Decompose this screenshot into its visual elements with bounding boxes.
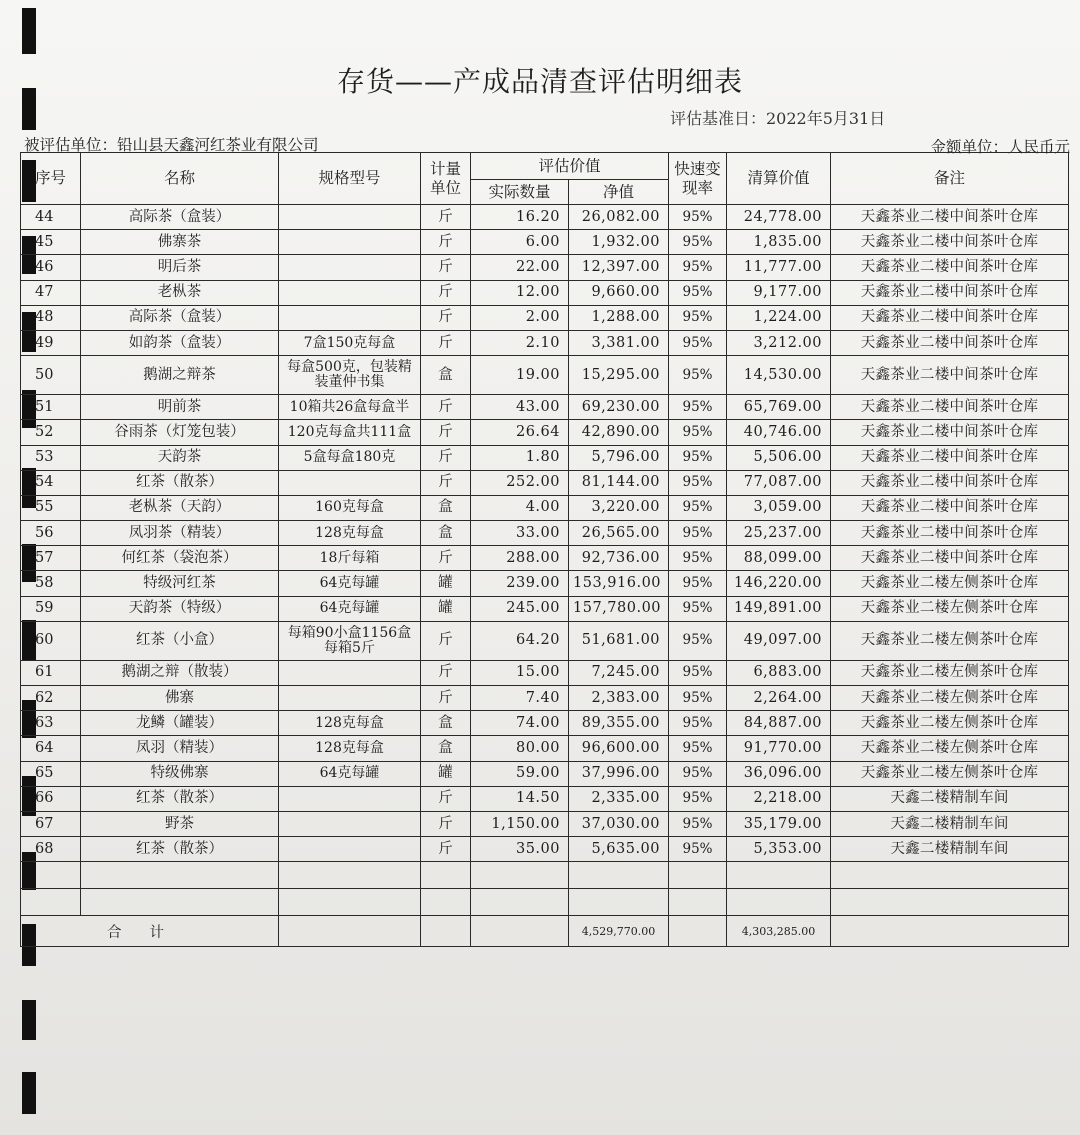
liquidation-value-cell: 25,237.00 — [727, 521, 831, 546]
unit-cell: 斤 — [421, 255, 471, 280]
spec-cell — [279, 660, 421, 685]
seq-cell: 60 — [21, 621, 81, 660]
net-value-cell: 153,916.00 — [569, 571, 669, 596]
spec-cell: 64克每罐 — [279, 761, 421, 786]
spec-cell — [279, 470, 421, 495]
net-value-cell: 89,355.00 — [569, 711, 669, 736]
rate-cell: 95% — [669, 596, 727, 621]
unit-cell: 斤 — [421, 420, 471, 445]
note-cell: 天鑫茶业二楼左侧茶叶仓库 — [831, 761, 1069, 786]
seq-cell: 67 — [21, 811, 81, 836]
note-cell: 天鑫茶业二楼左侧茶叶仓库 — [831, 660, 1069, 685]
liquidation-value-cell: 77,087.00 — [727, 470, 831, 495]
seq-cell: 48 — [21, 305, 81, 330]
header-liquidation: 清算价值 — [727, 153, 831, 205]
table-row — [21, 837, 1069, 862]
spec-cell: 64克每罐 — [279, 596, 421, 621]
table-row — [21, 686, 1069, 711]
rate-cell: 95% — [669, 255, 727, 280]
rate-cell: 95% — [669, 230, 727, 255]
rate-cell: 95% — [669, 330, 727, 355]
table-row — [21, 420, 1069, 445]
rate-cell: 95% — [669, 546, 727, 571]
unit-cell: 盒 — [421, 356, 471, 395]
qty-cell: 74.00 — [471, 711, 569, 736]
table-row — [21, 495, 1069, 520]
qty-cell: 14.50 — [471, 786, 569, 811]
unit-cell: 斤 — [421, 837, 471, 862]
unit-cell: 斤 — [421, 660, 471, 685]
seq-cell: 46 — [21, 255, 81, 280]
name-cell: 如韵茶（盒装） — [81, 330, 279, 355]
table-row — [21, 736, 1069, 761]
table-row — [21, 546, 1069, 571]
rate-cell: 95% — [669, 495, 727, 520]
header-seq: 序号 — [21, 153, 81, 205]
spec-cell: 128克每盒 — [279, 711, 421, 736]
page-title: 存货——产成品清查评估明细表 — [336, 65, 743, 98]
liquidation-value-cell: 40,746.00 — [727, 420, 831, 445]
note-cell: 天鑫二楼精制车间 — [831, 811, 1069, 836]
name-cell: 天韵茶（特级） — [81, 596, 279, 621]
unit-cell: 斤 — [421, 786, 471, 811]
rate-cell: 95% — [669, 470, 727, 495]
qty-cell: 288.00 — [471, 546, 569, 571]
liquidation-value-cell: 9,177.00 — [727, 280, 831, 305]
note-cell: 天鑫茶业二楼左侧茶叶仓库 — [831, 686, 1069, 711]
table-row — [21, 596, 1069, 621]
header-rate: 快速变现率 — [669, 153, 727, 205]
note-cell: 天鑫茶业二楼中间茶叶仓库 — [831, 521, 1069, 546]
name-cell: 佛寨茶 — [81, 230, 279, 255]
name-cell: 佛寨 — [81, 686, 279, 711]
spec-cell: 7盒150克每盒 — [279, 330, 421, 355]
total-label: 合计 — [21, 916, 279, 947]
rate-cell: 95% — [669, 711, 727, 736]
name-cell: 特级河红茶 — [81, 571, 279, 596]
liquidation-value-cell: 11,777.00 — [727, 255, 831, 280]
spec-cell: 120克每盒共111盒 — [279, 420, 421, 445]
unit-cell: 盒 — [421, 736, 471, 761]
inventory-table — [20, 152, 1069, 947]
total-net-value: 4,529,770.00 — [569, 916, 669, 947]
table-row — [21, 230, 1069, 255]
liquidation-value-cell: 84,887.00 — [727, 711, 831, 736]
note-cell: 天鑫茶业二楼中间茶叶仓库 — [831, 395, 1069, 420]
spec-cell — [279, 305, 421, 330]
note-cell: 天鑫二楼精制车间 — [831, 786, 1069, 811]
spec-cell: 64克每罐 — [279, 571, 421, 596]
spec-cell — [279, 786, 421, 811]
table-row — [21, 445, 1069, 470]
net-value-cell: 37,030.00 — [569, 811, 669, 836]
qty-cell: 6.00 — [471, 230, 569, 255]
header-name: 名称 — [81, 153, 279, 205]
seq-cell: 57 — [21, 546, 81, 571]
seq-cell: 55 — [21, 495, 81, 520]
name-cell: 明后茶 — [81, 255, 279, 280]
unit-cell: 盒 — [421, 711, 471, 736]
rate-cell: 95% — [669, 305, 727, 330]
qty-cell: 35.00 — [471, 837, 569, 862]
note-cell: 天鑫茶业二楼中间茶叶仓库 — [831, 420, 1069, 445]
liquidation-value-cell: 149,891.00 — [727, 596, 831, 621]
qty-cell: 80.00 — [471, 736, 569, 761]
unit-cell: 斤 — [421, 686, 471, 711]
table-row — [21, 305, 1069, 330]
note-cell: 天鑫茶业二楼左侧茶叶仓库 — [831, 571, 1069, 596]
net-value-cell: 3,381.00 — [569, 330, 669, 355]
seq-cell: 51 — [21, 395, 81, 420]
net-value-cell: 12,397.00 — [569, 255, 669, 280]
rate-cell: 95% — [669, 420, 727, 445]
unit-cell: 斤 — [421, 395, 471, 420]
unit-cell: 斤 — [421, 621, 471, 660]
name-cell: 天韵茶 — [81, 445, 279, 470]
unit-cell: 斤 — [421, 546, 471, 571]
net-value-cell: 96,600.00 — [569, 736, 669, 761]
liquidation-value-cell: 1,224.00 — [727, 305, 831, 330]
net-value-cell: 1,932.00 — [569, 230, 669, 255]
unit-cell: 斤 — [421, 280, 471, 305]
rate-cell: 95% — [669, 395, 727, 420]
unit-cell: 斤 — [421, 230, 471, 255]
blank-row — [21, 889, 1069, 916]
qty-cell: 239.00 — [471, 571, 569, 596]
net-value-cell: 5,796.00 — [569, 445, 669, 470]
net-value-cell: 37,996.00 — [569, 761, 669, 786]
name-cell: 红茶（小盒） — [81, 621, 279, 660]
unit-cell: 罐 — [421, 761, 471, 786]
note-cell: 天鑫茶业二楼中间茶叶仓库 — [831, 495, 1069, 520]
spec-cell — [279, 811, 421, 836]
spec-cell — [279, 280, 421, 305]
name-cell: 高际茶（盒装） — [81, 305, 279, 330]
unit-cell: 罐 — [421, 596, 471, 621]
note-cell: 天鑫茶业二楼中间茶叶仓库 — [831, 305, 1069, 330]
name-cell: 老枞茶（天韵） — [81, 495, 279, 520]
spec-cell: 5盒每盒180克 — [279, 445, 421, 470]
net-value-cell: 15,295.00 — [569, 356, 669, 395]
name-cell: 红茶（散茶） — [81, 470, 279, 495]
qty-cell: 7.40 — [471, 686, 569, 711]
qty-cell: 16.20 — [471, 205, 569, 230]
liquidation-value-cell: 6,883.00 — [727, 660, 831, 685]
net-value-cell: 157,780.00 — [569, 596, 669, 621]
qty-cell: 12.00 — [471, 280, 569, 305]
seq-cell: 61 — [21, 660, 81, 685]
liquidation-value-cell: 36,096.00 — [727, 761, 831, 786]
table-row — [21, 470, 1069, 495]
seq-cell: 58 — [21, 571, 81, 596]
evaluated-entity: 被评估单位：铅山县天鑫河红茶业有限公司 — [24, 136, 319, 154]
note-cell: 天鑫茶业二楼中间茶叶仓库 — [831, 356, 1069, 395]
net-value-cell: 2,383.00 — [569, 686, 669, 711]
seq-cell: 54 — [21, 470, 81, 495]
spec-cell — [279, 205, 421, 230]
rate-cell: 95% — [669, 761, 727, 786]
name-cell: 龙鳞（罐装） — [81, 711, 279, 736]
spec-cell: 10箱共26盒每盒半 — [279, 395, 421, 420]
qty-cell: 59.00 — [471, 761, 569, 786]
table-footer — [21, 862, 1069, 947]
evaluation-date: 评估基准日：2022年5月31日 — [670, 109, 886, 128]
rate-cell: 95% — [669, 837, 727, 862]
qty-cell: 15.00 — [471, 660, 569, 685]
name-cell: 鹅湖之辩茶 — [81, 356, 279, 395]
liquidation-value-cell: 2,218.00 — [727, 786, 831, 811]
seq-cell: 56 — [21, 521, 81, 546]
header-net: 净值 — [569, 180, 669, 205]
qty-cell: 43.00 — [471, 395, 569, 420]
liquidation-value-cell: 3,212.00 — [727, 330, 831, 355]
liquidation-value-cell: 24,778.00 — [727, 205, 831, 230]
rate-cell: 95% — [669, 736, 727, 761]
net-value-cell: 69,230.00 — [569, 395, 669, 420]
spec-cell: 160克每盒 — [279, 495, 421, 520]
total-liquidation-value: 4,303,285.00 — [727, 916, 831, 947]
name-cell: 红茶（散茶） — [81, 837, 279, 862]
unit-cell: 罐 — [421, 571, 471, 596]
net-value-cell: 3,220.00 — [569, 495, 669, 520]
net-value-cell: 1,288.00 — [569, 305, 669, 330]
note-cell: 天鑫茶业二楼左侧茶叶仓库 — [831, 596, 1069, 621]
seq-cell: 66 — [21, 786, 81, 811]
header-unit: 计量单位 — [421, 153, 471, 205]
note-cell: 天鑫茶业二楼中间茶叶仓库 — [831, 330, 1069, 355]
note-cell: 天鑫茶业二楼中间茶叶仓库 — [831, 470, 1069, 495]
seq-cell: 64 — [21, 736, 81, 761]
rate-cell: 95% — [669, 521, 727, 546]
table-row — [21, 761, 1069, 786]
table-row — [21, 786, 1069, 811]
note-cell: 天鑫茶业二楼左侧茶叶仓库 — [831, 621, 1069, 660]
note-cell: 天鑫茶业二楼中间茶叶仓库 — [831, 280, 1069, 305]
net-value-cell: 5,635.00 — [569, 837, 669, 862]
seq-cell: 53 — [21, 445, 81, 470]
unit-cell: 斤 — [421, 445, 471, 470]
name-cell: 凤羽茶（精装） — [81, 521, 279, 546]
rate-cell: 95% — [669, 571, 727, 596]
unit-cell: 斤 — [421, 330, 471, 355]
table-row — [21, 621, 1069, 660]
qty-cell: 4.00 — [471, 495, 569, 520]
seq-cell: 47 — [21, 280, 81, 305]
blank-row — [21, 862, 1069, 889]
inventory-table-wrap — [20, 152, 1068, 947]
qty-cell: 1,150.00 — [471, 811, 569, 836]
liquidation-value-cell: 5,506.00 — [727, 445, 831, 470]
spec-cell — [279, 255, 421, 280]
liquidation-value-cell: 146,220.00 — [727, 571, 831, 596]
liquidation-value-cell: 1,835.00 — [727, 230, 831, 255]
net-value-cell: 81,144.00 — [569, 470, 669, 495]
header-valuation: 评估价值 — [471, 153, 669, 180]
qty-cell: 252.00 — [471, 470, 569, 495]
table-row — [21, 330, 1069, 355]
note-cell: 天鑫茶业二楼左侧茶叶仓库 — [831, 711, 1069, 736]
qty-cell: 245.00 — [471, 596, 569, 621]
rate-cell: 95% — [669, 205, 727, 230]
table-row — [21, 395, 1069, 420]
punch-hole-mark — [22, 8, 36, 54]
name-cell: 鹅湖之辩（散装） — [81, 660, 279, 685]
total-row — [21, 916, 1069, 947]
table-row — [21, 255, 1069, 280]
net-value-cell: 2,335.00 — [569, 786, 669, 811]
seq-cell: 45 — [21, 230, 81, 255]
name-cell: 凤羽（精装） — [81, 736, 279, 761]
net-value-cell: 26,565.00 — [569, 521, 669, 546]
note-cell: 天鑫茶业二楼左侧茶叶仓库 — [831, 736, 1069, 761]
name-cell: 特级佛寨 — [81, 761, 279, 786]
qty-cell: 1.80 — [471, 445, 569, 470]
note-cell: 天鑫茶业二楼中间茶叶仓库 — [831, 205, 1069, 230]
seq-cell: 50 — [21, 356, 81, 395]
liquidation-value-cell: 3,059.00 — [727, 495, 831, 520]
unit-cell: 斤 — [421, 305, 471, 330]
table-row — [21, 811, 1069, 836]
rate-cell: 95% — [669, 686, 727, 711]
table-row — [21, 205, 1069, 230]
qty-cell: 64.20 — [471, 621, 569, 660]
table-body — [21, 205, 1069, 862]
liquidation-value-cell: 35,179.00 — [727, 811, 831, 836]
note-cell: 天鑫二楼精制车间 — [831, 837, 1069, 862]
spec-cell — [279, 230, 421, 255]
liquidation-value-cell: 88,099.00 — [727, 546, 831, 571]
table-row — [21, 711, 1069, 736]
header-qty: 实际数量 — [471, 180, 569, 205]
net-value-cell: 42,890.00 — [569, 420, 669, 445]
unit-cell: 盒 — [421, 495, 471, 520]
table-row — [21, 521, 1069, 546]
seq-cell: 63 — [21, 711, 81, 736]
table-row — [21, 660, 1069, 685]
net-value-cell: 7,245.00 — [569, 660, 669, 685]
seq-cell: 68 — [21, 837, 81, 862]
note-cell: 天鑫茶业二楼中间茶叶仓库 — [831, 255, 1069, 280]
spec-cell: 128克每盒 — [279, 736, 421, 761]
liquidation-value-cell: 65,769.00 — [727, 395, 831, 420]
liquidation-value-cell: 5,353.00 — [727, 837, 831, 862]
name-cell: 明前茶 — [81, 395, 279, 420]
note-cell: 天鑫茶业二楼中间茶叶仓库 — [831, 230, 1069, 255]
rate-cell: 95% — [669, 621, 727, 660]
name-cell: 谷雨茶（灯笼包装） — [81, 420, 279, 445]
unit-cell: 斤 — [421, 205, 471, 230]
spec-cell: 每盒500克，包装精装董仲书集 — [279, 356, 421, 395]
rate-cell: 95% — [669, 280, 727, 305]
rate-cell: 95% — [669, 786, 727, 811]
unit-cell: 斤 — [421, 470, 471, 495]
rate-cell: 95% — [669, 660, 727, 685]
name-cell: 何红茶（袋泡茶） — [81, 546, 279, 571]
qty-cell: 19.00 — [471, 356, 569, 395]
net-value-cell: 9,660.00 — [569, 280, 669, 305]
name-cell: 老枞茶 — [81, 280, 279, 305]
rate-cell: 95% — [669, 445, 727, 470]
qty-cell: 2.00 — [471, 305, 569, 330]
punch-hole-mark — [22, 1072, 36, 1114]
net-value-cell: 51,681.00 — [569, 621, 669, 660]
spec-cell: 每箱90小盒1156盒每箱5斤 — [279, 621, 421, 660]
liquidation-value-cell: 2,264.00 — [727, 686, 831, 711]
header-spec: 规格型号 — [279, 153, 421, 205]
table-row — [21, 356, 1069, 395]
unit-cell: 盒 — [421, 521, 471, 546]
table-row — [21, 280, 1069, 305]
net-value-cell: 92,736.00 — [569, 546, 669, 571]
rate-cell: 95% — [669, 356, 727, 395]
currency-unit: 金额单位：人民币元 — [930, 138, 1070, 156]
spec-cell: 18斤每箱 — [279, 546, 421, 571]
qty-cell: 26.64 — [471, 420, 569, 445]
seq-cell: 49 — [21, 330, 81, 355]
spec-cell — [279, 837, 421, 862]
unit-cell: 斤 — [421, 811, 471, 836]
net-value-cell: 26,082.00 — [569, 205, 669, 230]
note-cell: 天鑫茶业二楼中间茶叶仓库 — [831, 546, 1069, 571]
seq-cell: 52 — [21, 420, 81, 445]
name-cell: 野茶 — [81, 811, 279, 836]
liquidation-value-cell: 91,770.00 — [727, 736, 831, 761]
header-note: 备注 — [831, 153, 1069, 205]
seq-cell: 44 — [21, 205, 81, 230]
liquidation-value-cell: 14,530.00 — [727, 356, 831, 395]
name-cell: 高际茶（盒装） — [81, 205, 279, 230]
seq-cell: 59 — [21, 596, 81, 621]
liquidation-value-cell: 49,097.00 — [727, 621, 831, 660]
punch-hole-mark — [22, 1000, 36, 1040]
qty-cell: 33.00 — [471, 521, 569, 546]
table-row — [21, 571, 1069, 596]
name-cell: 红茶（散茶） — [81, 786, 279, 811]
rate-cell: 95% — [669, 811, 727, 836]
note-cell: 天鑫茶业二楼中间茶叶仓库 — [831, 445, 1069, 470]
seq-cell: 65 — [21, 761, 81, 786]
qty-cell: 22.00 — [471, 255, 569, 280]
spec-cell: 128克每盒 — [279, 521, 421, 546]
qty-cell: 2.10 — [471, 330, 569, 355]
seq-cell: 62 — [21, 686, 81, 711]
spec-cell — [279, 686, 421, 711]
